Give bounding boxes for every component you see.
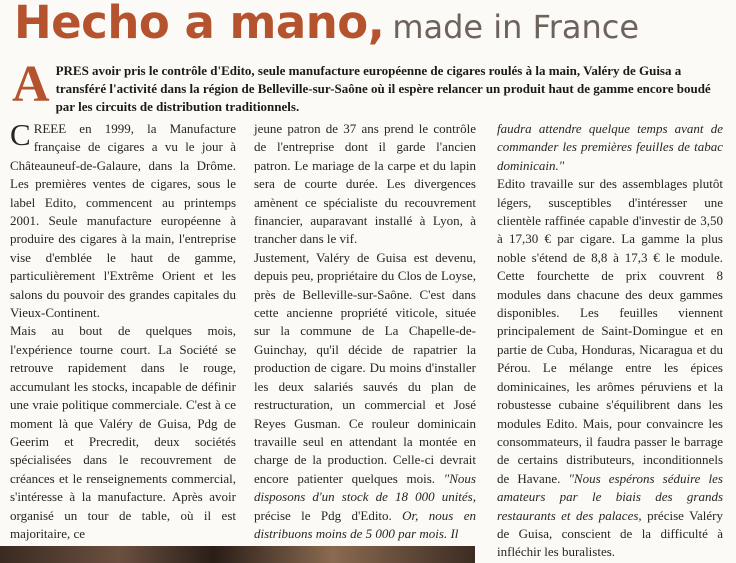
col1-paragraph-1 [10, 117, 236, 322]
lead-text: PRES avoir pris le contrôle d'Edito, seule manufacture européenne de cigares roulés à la main, Valéry de Guisa a transféré l'activité dans la région de Belleville-sur-Saône où il espère relancer un produit haut de gamme encore boudé par les circuits de distribution traditionnels. [55, 63, 711, 114]
col3-p2-end: précise Valéry de Guisa, conscient de la difficulté à infléchir les buralistes. [497, 507, 724, 560]
lead-paragraph [12, 56, 724, 116]
col2-paragraph-2 [254, 249, 476, 544]
article-photo [0, 546, 475, 563]
title-main: Hecho a mano, [14, 0, 385, 49]
col2-quote-2: Or, nous en distribuons moins de 5 000 par mois. Il [254, 507, 476, 541]
lead-dropcap: A [12, 56, 50, 113]
col2-p2-text: Justement, Valéry de Guisa est devenu, depuis peu, propriétaire du Clos de Loyse, près de Belleville-sur-Saône. C'est dans cette ancienne propriété viticole, située sur la commune de La Chapelle-de-Guinchay, qu'il décide de rapatrier la production de cigare. Du moins d'installer les deux salariés sauvés du plan de restructuration, un commercial et José Reyes Gusman. Ce rouleur dominicain travaille seul en attendant la montée en charge de la production. Celle-ci devrait encore patienter quelques mois. [254, 249, 476, 486]
col1-p1-text: REEE en 1999, la Manufacture française de cigares a vu le jour à Châteauneuf-de-Galaure, dans la Drôme. Les premières ventes de cigares, sous le label Edito, commencent au printemps 2001. Seule manufacture européenne à produire des cigares à la main, l'entreprise vise d'emblée le haut de gamme, particulièrement l'Extrême Orient et les salons du pouvoir des grandes capitales du Vieux-Continent. [10, 121, 236, 321]
article-title [14, 0, 640, 49]
column-3 [497, 120, 723, 562]
col3-paragraph-2 [497, 175, 723, 562]
col3-p2-text: Edito travaille sur des assemblages plutôt légers, susceptibles d'intéresser une clientèle raffinée capable d'investir de 3,50 à 17,30 € par cigare. La gamme la plus noble s'étend de 8,8 à 17,3 € le module. Cette fourchette de prix couvrent 8 modules dans chacune des deux gammes disponibles. Les feuilles viennent principalement de Saint-Domingue et en partie de Cuba, Honduras, Nicaragua et du Pérou. Le mélange entre les épices dominicaines, les arômes péruviens et la robustesse cubaine s'équilibrent dans les modules Edito. Mais, pour convaincre les consommateurs, il faudra passer le barrage de certains distributeurs, inconditionnels de Havane. [497, 176, 723, 486]
col3-quote: "Nous espérons séduire les amateurs par le biais des grands restaurants et des palaces, [497, 470, 723, 523]
col1-dropcap: C [10, 117, 31, 152]
col3-quote-continuation: faudra attendre quelque temps avant de commander les premières feuilles de tabac dominicain." [497, 121, 723, 173]
column-1 [10, 117, 236, 543]
column-2 [254, 120, 476, 543]
col2-p2-mid: précise le Pdg d'Edito. [254, 507, 392, 523]
col2-quote-1: "Nous disposons d'un stock de 18 000 unités, [254, 470, 476, 505]
title-subtitle: made in France [392, 8, 640, 46]
col1-paragraph-2: Mais au bout de quelques mois, l'expérience tourne court. La Société se retrouve rapidement dans le rouge, accumulant les stocks, incapable de définir une vraie politique commerciale. C'est à ce moment là que Valéry de Guisa, Pdg de Geerim et Precredit, deux sociétés spécialisées dans le recouvrement de créances et le renseignements commercial, s'intéresse à la manufacture. Après avoir organisé un tour de table, où il est majoritaire, ce [10, 323, 236, 541]
col2-paragraph-1: jeune patron de 37 ans prend le contrôle de l'entreprise dont il garde l'ancien patron. Le mariage de la carpe et du lapin sera de courte durée. Les divergences amènent ce spécialiste du recouvrement financier, auparavant installé à Lyon, à trancher dans le vif. [254, 121, 476, 247]
